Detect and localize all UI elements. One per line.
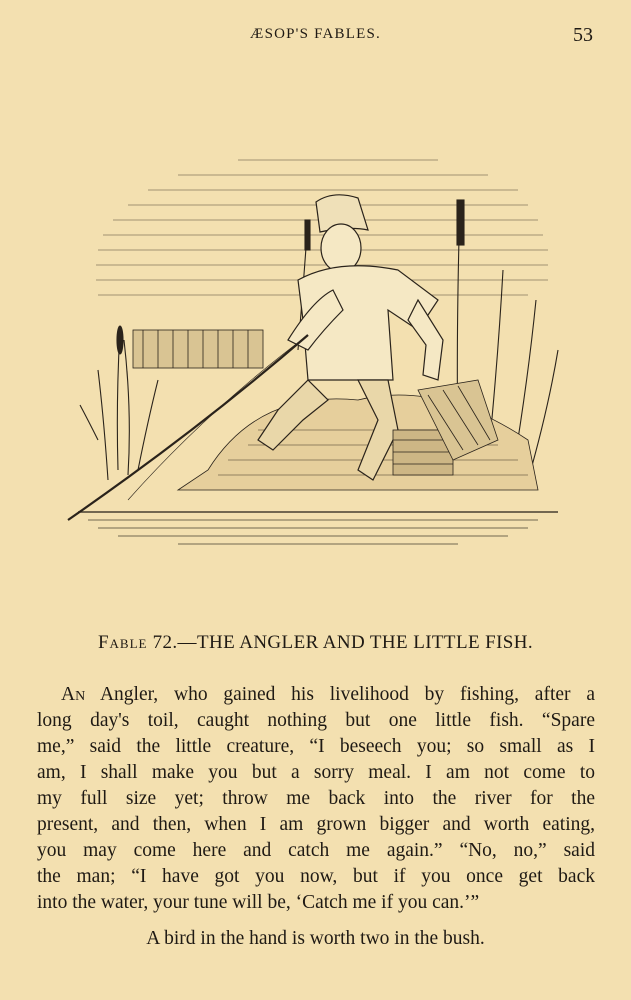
water <box>78 512 558 544</box>
angler-illustration <box>58 140 568 550</box>
body-line: you may come here and catch me again.” “No, no,” said <box>37 840 595 861</box>
fable-number-title: 72.—THE ANGLER AND THE LITTLE FISH. <box>152 632 534 653</box>
moral: A bird in the hand is worth two in the bush. <box>146 928 485 949</box>
distant-bank <box>133 330 263 368</box>
body-line: long day's toil, caught nothing but one little fish. “Spare <box>37 710 595 731</box>
body-line: An Angler, who gained his livelihood by fishing, after a <box>61 684 595 705</box>
fable-body <box>37 682 595 916</box>
body-line: present, and then, when I am grown bigger and worth eating, <box>37 814 595 835</box>
body-line: the man; “I have got you now, but if you once get back <box>37 866 595 887</box>
body-line: me,” said the little creature, “I beseech you; so small as I <box>37 736 595 757</box>
fable-title <box>0 632 631 654</box>
body-line: into the water, your tune will be, ‘Catch me if you can.’” <box>37 892 480 913</box>
body-line: my full size yet; throw me back into the river for the <box>37 788 595 809</box>
running-head: ÆSOP'S FABLES. <box>250 26 381 42</box>
lead-word: An <box>61 684 86 705</box>
fable-label: Fable <box>97 632 148 653</box>
page-number: 53 <box>573 24 593 46</box>
body-line: am, I shall make you but a sorry meal. I am not come to <box>37 762 595 783</box>
